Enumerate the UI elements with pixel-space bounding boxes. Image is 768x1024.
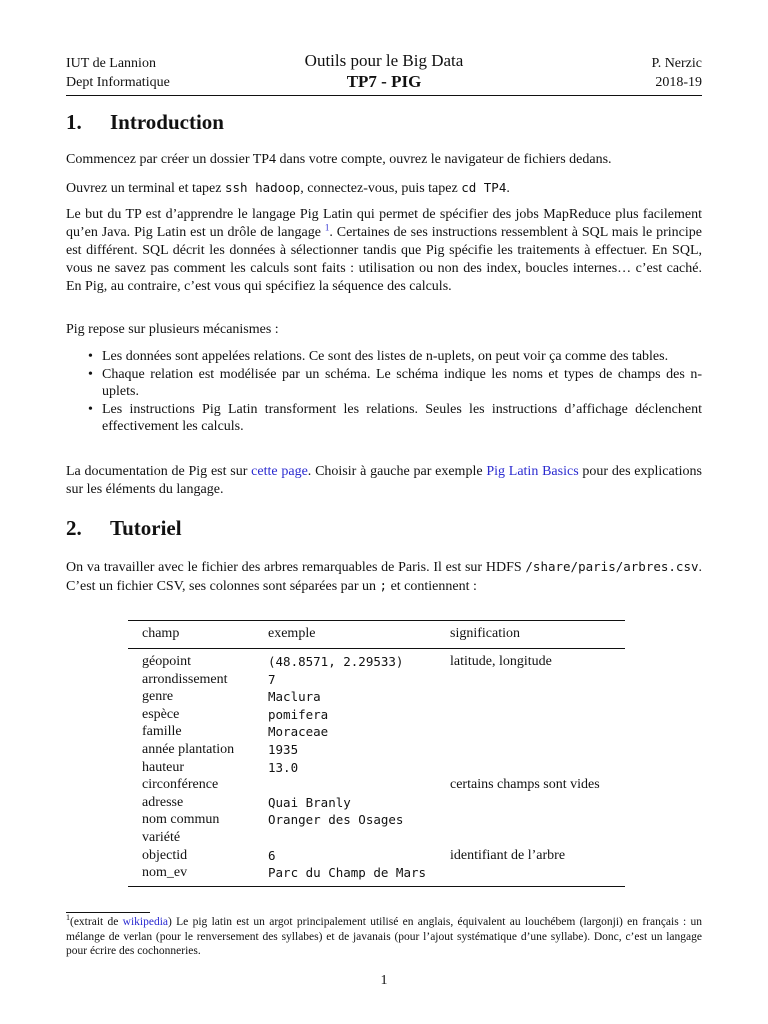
cell-exemple: 1935 [268,741,299,757]
table-row [128,741,625,759]
text-span: . C’est un fichier CSV, ses colonnes sont séparées par un [66,560,702,594]
intro-paragraph-4: Pig repose sur plusieurs mécanismes : [66,322,279,337]
text-span: Les données sont appelées relations. Ce sont des listes de n-uplets, on peut voir ça comme des tables. [102,349,669,364]
section-heading-introduction [66,110,224,135]
footnote-number: 1 [66,913,70,923]
cell-exemple [254,776,436,794]
cell-champ: circonférence [142,777,219,793]
cell-champ: année plantation [142,741,235,757]
intro-paragraph-3 [66,206,702,296]
table-row [128,759,625,777]
list-item [66,401,702,436]
section-number: 1. [66,110,82,134]
cell-signification [436,759,625,777]
cell-champ: genre [142,689,174,705]
code-file-path: /share/paris/arbres.csv [525,559,699,574]
table-row [128,864,625,886]
cell-signification [436,706,625,724]
footnote-mark[interactable]: 1 [324,222,330,233]
cell-signification [436,829,625,847]
intro-paragraph-2 [66,179,702,198]
page-number: 1 [380,973,388,988]
cell-exemple: pomifera [268,706,329,722]
cell-exemple: 7 [268,671,276,687]
intro-paragraph-1: Commencez par créer un dossier TP4 dans votre compte, ouvrez le navigateur de fichiers dedans. [66,152,612,167]
intro-paragraph-5 [66,463,702,499]
wikipedia-link[interactable]: wikipedia [122,916,169,928]
cell-champ: famille [142,724,182,740]
table-body [128,649,625,887]
cell-exemple: 13.0 [268,759,299,775]
doc-link-cette-page[interactable]: cette page [251,464,308,479]
cell-exemple: Parc du Champ de Mars [254,864,436,886]
cell-champ: géopoint [142,654,191,669]
mechanism-list [66,348,702,436]
table-row [128,649,625,671]
section-heading-tutoriel [66,516,182,541]
cell-signification: latitude, longitude [450,654,552,669]
text-span: Chaque relation est modélisée par un schéma. Le schéma indique les noms et types de champs des n-uplets. [102,366,702,399]
cell-signification [436,688,625,706]
cell-exemple: Quai Branly [268,794,351,810]
table-row [128,688,625,706]
text-span: (extrait de [70,916,123,928]
text-span: . Certaines de ses instructions ressemblent à SQL mais le principe est différent. SQL décrit les données à sélectionner tandis que Pig spécifie les traitements à effectuer. En SQL, vous ne savez pas comment les calculs sont faits : utilisation ou non des index, boucles internes… c’est caché. En Pig, au contraire, c’est vous qui spécifiez la séquence des calculs. [66,225,702,294]
text-span: La documentation de Pig est sur [66,464,252,479]
cell-signification: certains champs sont vides [450,777,600,793]
list-item [66,348,702,366]
text-span: On va travailler avec le fichier des arbres remarquables de Paris. Il est sur HDFS [66,560,526,575]
bullet-icon: • [88,349,93,364]
text-span: Le but du TP est d’apprendre le langage Pig Latin qui permet de spécifier des jobs MapReduce plus facilement qu’en Java. Pig Latin est un drôle de langage [66,207,702,240]
cell-champ: nom commun [142,812,220,828]
column-header-signification: signification [436,621,625,649]
cell-signification [436,723,625,741]
text-span: Ouvrez un terminal et tapez [66,181,225,196]
text-span: , connectez-vous, puis tapez [300,181,462,196]
cell-exemple: Oranger des Osages [268,812,404,828]
header-title [66,50,702,92]
table-row [128,794,625,812]
table-row [128,723,625,741]
text-span: ) Le pig latin est un argot principalement utilisé en anglais, équivalent au louchébem (largonji) en français : un mélange de verlan (pour le renversement des syllabes) et de javanais (pour l’ajout systématique d’une syllabe). Donc, c’est un langage pour écrire des cochonneries. [66,916,703,958]
table-row [128,706,625,724]
tp-title: TP7 - PIG [346,72,422,91]
table-row [128,847,625,865]
cell-exemple: 6 [268,847,276,863]
section-title: Introduction [110,110,224,134]
code-ssh-hadoop: ssh hadoop [224,180,301,195]
list-item [66,366,702,401]
cell-signification [436,811,625,829]
cell-signification [436,864,625,886]
cell-champ: variété [142,829,181,845]
table-row [128,671,625,689]
cell-exemple: Maclura [268,689,321,705]
cell-signification: identifiant de l’arbre [450,847,566,863]
cell-champ: hauteur [142,759,184,775]
text-span: . Choisir à gauche par exemple [307,464,487,479]
text-span: Les instructions Pig Latin transforment les relations. Seules les instructions d’affichage déclenchent effectivement les calculs. [102,401,702,434]
cell-exemple: (48.8571, 2.29533) [268,654,404,669]
header-institution-name: IUT de Lannion [66,56,156,71]
author-name: P. Nerzic [651,56,702,71]
course-title: Outils pour le Big Data [304,51,464,70]
header-rule [66,95,702,96]
cell-signification [436,741,625,759]
academic-year: 2018-19 [655,75,702,90]
cell-champ: objectid [142,847,188,863]
bullet-icon: • [88,401,93,417]
cell-champ: arrondissement [142,671,228,687]
cell-exemple: Moraceae [268,724,329,740]
cell-exemple [254,829,436,847]
footnote [66,915,702,959]
section-number: 2. [66,516,82,540]
column-header-exemple: exemple [254,621,436,649]
code-separator: ; [379,578,388,593]
text-span: . [506,181,510,196]
header-department: Dept Informatique [66,75,170,90]
footnote-rule [66,912,150,913]
cell-champ: nom_ev [128,864,254,886]
doc-link-pig-latin-basics[interactable]: Pig Latin Basics [486,464,579,479]
page-header [66,50,702,92]
text-span: pour des explications sur les éléments du langage. [66,464,702,497]
header-author [651,54,702,92]
cell-champ: espèce [142,706,180,722]
cell-signification [436,671,625,689]
fields-table [128,620,625,887]
table-row [128,811,625,829]
bullet-icon: • [88,366,93,382]
table-header-row [128,621,625,649]
cell-champ: adresse [142,794,184,810]
table-row [128,829,625,847]
cell-signification [436,794,625,812]
code-cd-tp4: cd TP4 [461,180,507,195]
section-title: Tutoriel [110,516,182,540]
text-span: et contiennent : [387,579,477,594]
column-header-champ: champ [128,621,254,649]
table-row [128,776,625,794]
tutorial-paragraph-1 [66,558,702,596]
